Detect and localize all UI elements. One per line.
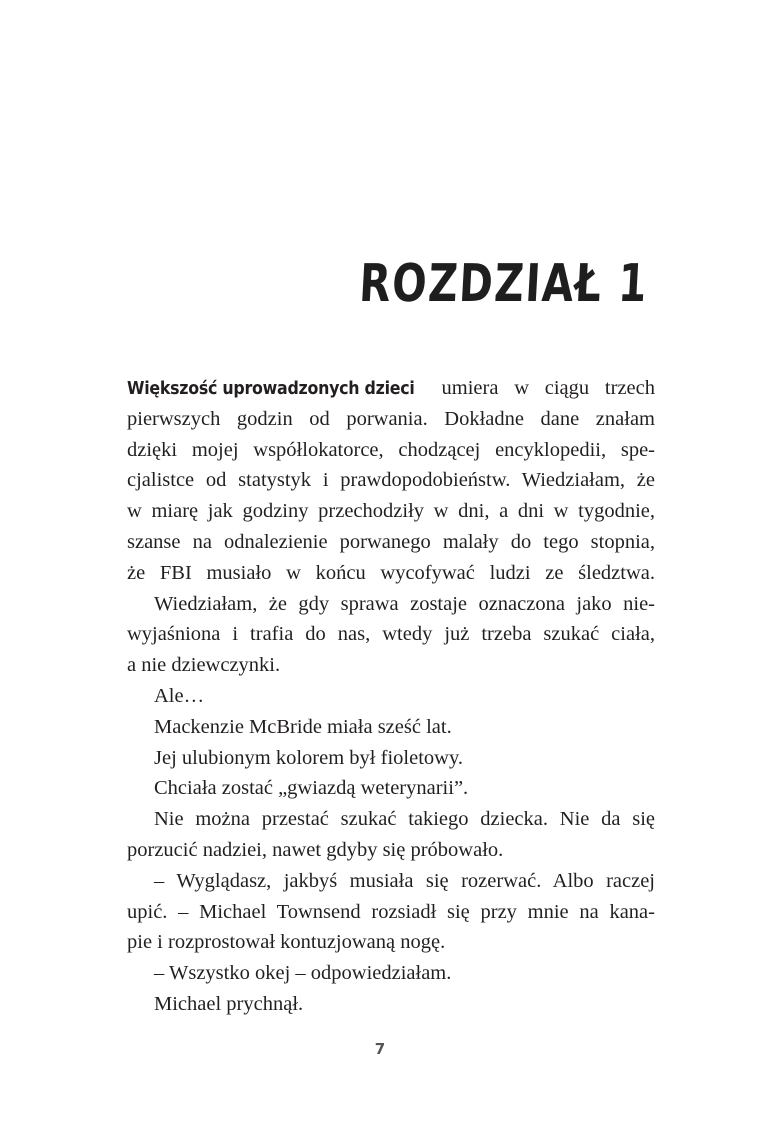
text-line: upić. – Michael Townsend rozsiadł się przy mnie na kana- [127,900,655,923]
text-line: – Wyglądasz, jakbyś musiała się rozerwać. Albo raczej [154,869,655,892]
text-line: Mackenzie McBride miała sześć lat. [154,715,452,738]
text-line: w miarę jak godziny przechodziły w dni, a dni w tygodnie, [127,500,655,523]
text-line: dzięki mojej współlokatorce, chodzącej encyklopedii, spe- [127,438,655,461]
text-line: Chciała zostać „gwiazdą weterynarii”. [154,777,469,800]
text-line: pierwszych godzin od porwania. Dokładne dane znałam [127,407,655,430]
chapter-body-text [127,373,655,1020]
text-line: porzucić nadziei, nawet gdyby się próbowało. [127,838,504,861]
text-line: cjalistce od statystyk i prawdopodobieństw. Wiedziałam, że [127,469,655,492]
lead-in-bold: Większość uprowadzonych dzieci [127,378,415,399]
text-fragment: umiera w ciągu trzech [425,377,655,399]
text-line: szanse na odnalezienie porwanego malały do tego stopnia, [127,530,655,553]
text-line: Ale… [154,684,205,707]
text-line: Jej ulubionym kolorem był fioletowy. [154,746,463,769]
text-line: że FBI musiało w końcu wycofywać ludzi ze śledztwa. [127,561,655,584]
chapter-title: ROZDZIAŁ 1 [357,254,650,314]
text-line: Wiedziałam, że gdy sprawa zostaje oznaczona jako nie- [154,592,655,615]
text-line: – Wszystko okej – odpowiedziałam. [154,962,452,985]
text-line: Michael prychnął. [154,992,304,1015]
text-line: wyjaśniona i trafia do nas, wtedy już trzeba szukać ciała, [127,623,655,646]
page-number: 7 [374,1040,386,1058]
text-line [127,373,655,404]
text-line: Nie można przestać szukać takiego dziecka. Nie da się [154,808,655,831]
text-line: pie i rozprostował kontuzjowaną nogę. [127,931,446,954]
text-line: a nie dziewczynki. [127,654,281,677]
